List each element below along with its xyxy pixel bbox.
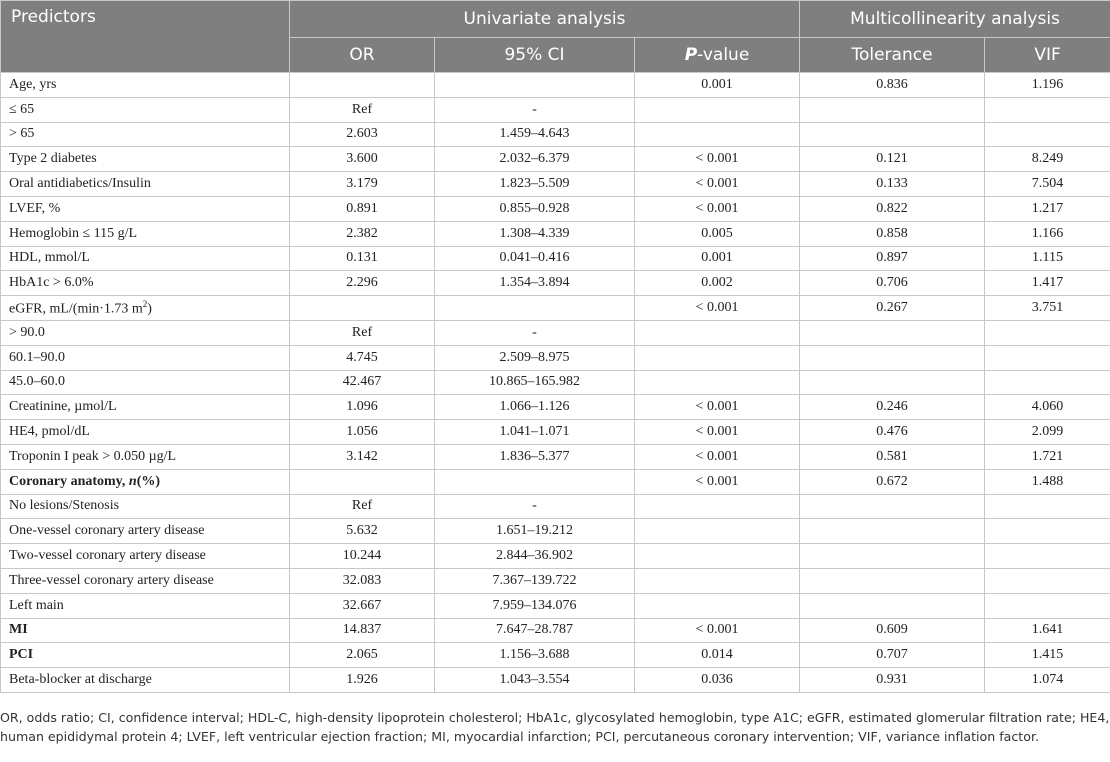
- or-value: [290, 73, 435, 98]
- predictor-label: 45.0–60.0: [1, 370, 290, 395]
- predictor-label: MI: [1, 618, 290, 643]
- tolerance-value: 0.476: [800, 420, 985, 445]
- p-value: [635, 544, 800, 569]
- tolerance-value: [800, 320, 985, 345]
- table-header: [1, 1, 1110, 73]
- tolerance-value: [800, 370, 985, 395]
- p-value: [635, 122, 800, 147]
- header-p-value: [635, 38, 800, 73]
- or-value: 2.603: [290, 122, 435, 147]
- header-or: OR: [290, 38, 435, 73]
- predictor-label: HDL, mmol/L: [1, 246, 290, 271]
- predictor-label: Three-vessel coronary artery disease: [1, 568, 290, 593]
- ci-value: 1.041–1.071: [435, 420, 635, 445]
- ci-value: 7.647–28.787: [435, 618, 635, 643]
- header-ci: 95% CI: [435, 38, 635, 73]
- predictor-label: Oral antidiabetics/Insulin: [1, 172, 290, 197]
- table-row: [1, 618, 1110, 643]
- header-predictors: Predictors: [1, 1, 290, 73]
- predictor-label: 60.1–90.0: [1, 345, 290, 370]
- p-value: < 0.001: [635, 420, 800, 445]
- table-row: [1, 320, 1110, 345]
- or-value: 10.244: [290, 544, 435, 569]
- table-row: [1, 469, 1110, 494]
- ci-value: 2.509–8.975: [435, 345, 635, 370]
- predictor-label: Hemoglobin ≤ 115 g/L: [1, 221, 290, 246]
- p-value: [635, 593, 800, 618]
- ci-value: 1.651–19.212: [435, 519, 635, 544]
- tolerance-value: [800, 97, 985, 122]
- predictor-label: eGFR, mL/(min·1.73 $m^2$): [1, 296, 290, 321]
- tolerance-value: [800, 519, 985, 544]
- tolerance-value: [800, 544, 985, 569]
- vif-value: [985, 519, 1110, 544]
- or-value: 2.065: [290, 643, 435, 668]
- or-value: [290, 469, 435, 494]
- predictor-label: Left main: [1, 593, 290, 618]
- tolerance-value: 0.706: [800, 271, 985, 296]
- table-row: [1, 370, 1110, 395]
- p-value: < 0.001: [635, 469, 800, 494]
- ci-value: 1.836–5.377: [435, 444, 635, 469]
- ci-value: [435, 296, 635, 321]
- ci-value: -: [435, 494, 635, 519]
- p-value: 0.002: [635, 271, 800, 296]
- or-value: 42.467: [290, 370, 435, 395]
- table-row: [1, 420, 1110, 445]
- ci-value: 7.367–139.722: [435, 568, 635, 593]
- p-value: 0.005: [635, 221, 800, 246]
- tolerance-value: 0.267: [800, 296, 985, 321]
- table-row: [1, 97, 1110, 122]
- ci-value: 1.156–3.688: [435, 643, 635, 668]
- header-p-italic: P: [684, 45, 698, 65]
- tolerance-value: [800, 494, 985, 519]
- vif-value: [985, 320, 1110, 345]
- or-value: [290, 296, 435, 321]
- tolerance-value: 0.931: [800, 668, 985, 693]
- predictor-label: Beta-blocker at discharge: [1, 668, 290, 693]
- vif-value: 1.721: [985, 444, 1110, 469]
- vif-value: 8.249: [985, 147, 1110, 172]
- predictor-label: Age, yrs: [1, 73, 290, 98]
- vif-value: 3.751: [985, 296, 1110, 321]
- p-value: < 0.001: [635, 444, 800, 469]
- p-value: [635, 97, 800, 122]
- vif-value: 1.417: [985, 271, 1110, 296]
- header-vif: VIF: [985, 38, 1110, 73]
- or-value: 3.142: [290, 444, 435, 469]
- or-value: 1.096: [290, 395, 435, 420]
- or-value: Ref: [290, 494, 435, 519]
- predictor-label: HbA1c > 6.0%: [1, 271, 290, 296]
- tolerance-value: 0.822: [800, 196, 985, 221]
- predictor-label: > 90.0: [1, 320, 290, 345]
- p-value: [635, 320, 800, 345]
- or-value: 2.382: [290, 221, 435, 246]
- tolerance-value: [800, 593, 985, 618]
- ci-value: 1.308–4.339: [435, 221, 635, 246]
- header-tolerance: Tolerance: [800, 38, 985, 73]
- vif-value: 1.074: [985, 668, 1110, 693]
- tolerance-value: 0.133: [800, 172, 985, 197]
- ci-value: 1.459–4.643: [435, 122, 635, 147]
- table-row: [1, 568, 1110, 593]
- p-value: [635, 568, 800, 593]
- p-value: < 0.001: [635, 196, 800, 221]
- table-row: [1, 246, 1110, 271]
- table-row: [1, 296, 1110, 321]
- ci-value: 1.354–3.894: [435, 271, 635, 296]
- p-value: < 0.001: [635, 296, 800, 321]
- vif-value: 1.641: [985, 618, 1110, 643]
- or-value: Ref: [290, 320, 435, 345]
- table-row: [1, 519, 1110, 544]
- tolerance-value: 0.121: [800, 147, 985, 172]
- table-row: [1, 147, 1110, 172]
- table-row: [1, 395, 1110, 420]
- vif-value: [985, 544, 1110, 569]
- or-value: 0.131: [290, 246, 435, 271]
- predictor-label: Troponin I peak > 0.050 µg/L: [1, 444, 290, 469]
- tolerance-value: 0.707: [800, 643, 985, 668]
- header-multicollinearity: Multicollinearity analysis: [800, 1, 1110, 38]
- table-row: [1, 73, 1110, 98]
- predictor-label: HE4, pmol/dL: [1, 420, 290, 445]
- table-row: [1, 221, 1110, 246]
- vif-value: [985, 593, 1110, 618]
- table-row: [1, 122, 1110, 147]
- p-value: < 0.001: [635, 147, 800, 172]
- p-value: 0.001: [635, 246, 800, 271]
- vif-value: 1.217: [985, 196, 1110, 221]
- table-row: [1, 444, 1110, 469]
- tolerance-value: [800, 122, 985, 147]
- or-value: 0.891: [290, 196, 435, 221]
- table-row: [1, 494, 1110, 519]
- p-value: [635, 519, 800, 544]
- predictor-label: PCI: [1, 643, 290, 668]
- vif-value: [985, 122, 1110, 147]
- vif-value: 2.099: [985, 420, 1110, 445]
- tolerance-value: 0.672: [800, 469, 985, 494]
- ci-value: 1.043–3.554: [435, 668, 635, 693]
- ci-value: -: [435, 97, 635, 122]
- or-value: 3.600: [290, 147, 435, 172]
- p-value: [635, 345, 800, 370]
- p-value: [635, 370, 800, 395]
- or-value: 2.296: [290, 271, 435, 296]
- p-value: 0.036: [635, 668, 800, 693]
- predictor-label: > 65: [1, 122, 290, 147]
- or-value: 14.837: [290, 618, 435, 643]
- vif-value: [985, 97, 1110, 122]
- tolerance-value: 0.836: [800, 73, 985, 98]
- p-value: < 0.001: [635, 618, 800, 643]
- table-row: [1, 668, 1110, 693]
- vif-value: 4.060: [985, 395, 1110, 420]
- predictor-label: LVEF, %: [1, 196, 290, 221]
- ci-value: 0.855–0.928: [435, 196, 635, 221]
- p-value: < 0.001: [635, 395, 800, 420]
- predictor-label: No lesions/Stenosis: [1, 494, 290, 519]
- p-value: < 0.001: [635, 172, 800, 197]
- vif-value: 1.488: [985, 469, 1110, 494]
- ci-value: 1.823–5.509: [435, 172, 635, 197]
- table-body: [1, 73, 1110, 693]
- tolerance-value: 0.581: [800, 444, 985, 469]
- or-value: Ref: [290, 97, 435, 122]
- or-value: 1.056: [290, 420, 435, 445]
- header-univariate: Univariate analysis: [290, 1, 800, 38]
- predictor-label: Coronary anatomy, n(%): [1, 469, 290, 494]
- vif-value: [985, 568, 1110, 593]
- ci-value: 7.959–134.076: [435, 593, 635, 618]
- vif-value: 1.115: [985, 246, 1110, 271]
- p-value: [635, 494, 800, 519]
- p-value: 0.014: [635, 643, 800, 668]
- predictor-label: One-vessel coronary artery disease: [1, 519, 290, 544]
- header-p-suffix: -value: [697, 45, 750, 65]
- ci-value: 1.066–1.126: [435, 395, 635, 420]
- table-row: [1, 271, 1110, 296]
- vif-value: 1.196: [985, 73, 1110, 98]
- table-row: [1, 196, 1110, 221]
- tolerance-value: 0.609: [800, 618, 985, 643]
- ci-value: [435, 73, 635, 98]
- tolerance-value: [800, 345, 985, 370]
- vif-value: [985, 370, 1110, 395]
- table-row: [1, 643, 1110, 668]
- or-value: 1.926: [290, 668, 435, 693]
- vif-value: [985, 494, 1110, 519]
- ci-value: -: [435, 320, 635, 345]
- table-row: [1, 172, 1110, 197]
- predictor-label: Two-vessel coronary artery disease: [1, 544, 290, 569]
- table-row: [1, 345, 1110, 370]
- or-value: 32.667: [290, 593, 435, 618]
- ci-value: 10.865–165.982: [435, 370, 635, 395]
- ci-value: [435, 469, 635, 494]
- predictor-label: Type 2 diabetes: [1, 147, 290, 172]
- or-value: 3.179: [290, 172, 435, 197]
- p-value: 0.001: [635, 73, 800, 98]
- vif-value: 7.504: [985, 172, 1110, 197]
- tolerance-value: 0.897: [800, 246, 985, 271]
- ci-value: 2.844–36.902: [435, 544, 635, 569]
- ci-value: 2.032–6.379: [435, 147, 635, 172]
- table-row: [1, 544, 1110, 569]
- predictor-label: ≤ 65: [1, 97, 290, 122]
- tolerance-value: 0.246: [800, 395, 985, 420]
- or-value: 5.632: [290, 519, 435, 544]
- or-value: 4.745: [290, 345, 435, 370]
- vif-value: [985, 345, 1110, 370]
- vif-value: 1.166: [985, 221, 1110, 246]
- tolerance-value: 0.858: [800, 221, 985, 246]
- or-value: 32.083: [290, 568, 435, 593]
- predictor-label: Creatinine, µmol/L: [1, 395, 290, 420]
- table-footnote: OR, odds ratio; CI, confidence interval; HDL-C, high-density lipoprotein cholesterol; HbA1c, glycosylated hemoglobin, type A1C; eGFR, estimated glomerular filtration rate; HE4, human epididymal protein 4; LVEF, left ventricular ejection fraction; MI, myocardial infarction; PCI, percutaneous coronary intervention; VIF, variance inflation factor.: [0, 710, 1110, 744]
- ci-value: 0.041–0.416: [435, 246, 635, 271]
- table-row: [1, 593, 1110, 618]
- vif-value: 1.415: [985, 643, 1110, 668]
- tolerance-value: [800, 568, 985, 593]
